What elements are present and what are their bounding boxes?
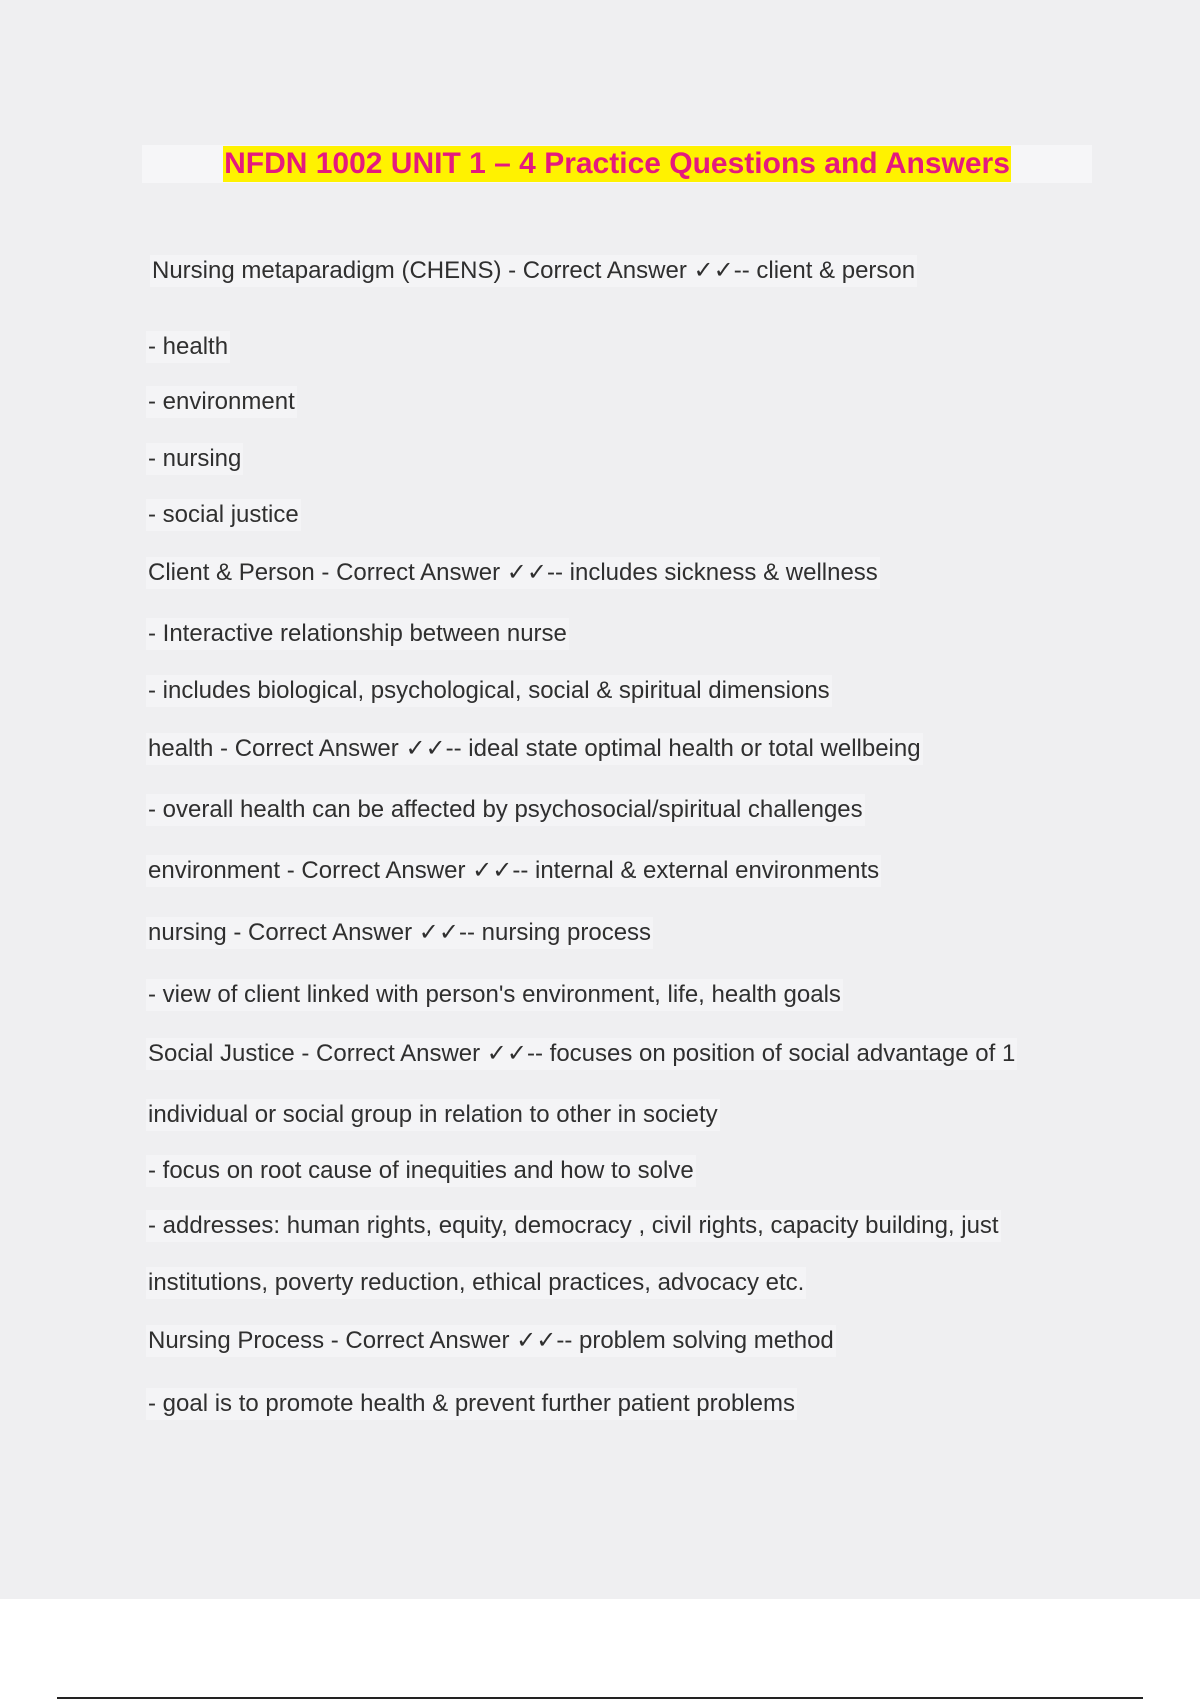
title-bar <box>142 145 1092 183</box>
text-line: - environment <box>146 386 297 418</box>
text-line: - goal is to promote health & prevent further patient problems <box>146 1388 797 1420</box>
text-line: environment - Correct Answer ✓✓-- internal & external environments <box>146 855 881 887</box>
text-line: - view of client linked with person's environment, life, health goals <box>146 979 843 1011</box>
footer-divider <box>57 1697 1143 1699</box>
text-line: - nursing <box>146 443 243 475</box>
text-line: Nursing Process - Correct Answer ✓✓-- problem solving method <box>146 1325 836 1357</box>
text-line: - includes biological, psychological, social & spiritual dimensions <box>146 675 832 707</box>
text-line: Client & Person - Correct Answer ✓✓-- includes sickness & wellness <box>146 557 880 589</box>
text-line: - health <box>146 331 230 363</box>
text-line: - Interactive relationship between nurse <box>146 618 569 650</box>
text-line: Nursing metaparadigm (CHENS) - Correct Answer ✓✓-- client & person <box>150 255 917 287</box>
text-line: - overall health can be affected by psychosocial/spiritual challenges <box>146 794 865 826</box>
document-title: NFDN 1002 UNIT 1 – 4 Practice Questions and Answers <box>224 147 1010 180</box>
text-line: institutions, poverty reduction, ethical practices, advocacy etc. <box>146 1267 806 1299</box>
text-line: nursing - Correct Answer ✓✓-- nursing process <box>146 917 653 949</box>
text-line: - focus on root cause of inequities and how to solve <box>146 1155 696 1187</box>
text-line: individual or social group in relation to other in society <box>146 1099 720 1131</box>
text-line: health - Correct Answer ✓✓-- ideal state optimal health or total wellbeing <box>146 733 923 765</box>
text-line: - social justice <box>146 499 301 531</box>
text-line: Social Justice - Correct Answer ✓✓-- focuses on position of social advantage of 1 <box>146 1038 1017 1070</box>
text-line: - addresses: human rights, equity, democracy , civil rights, capacity building, just <box>146 1210 1001 1242</box>
